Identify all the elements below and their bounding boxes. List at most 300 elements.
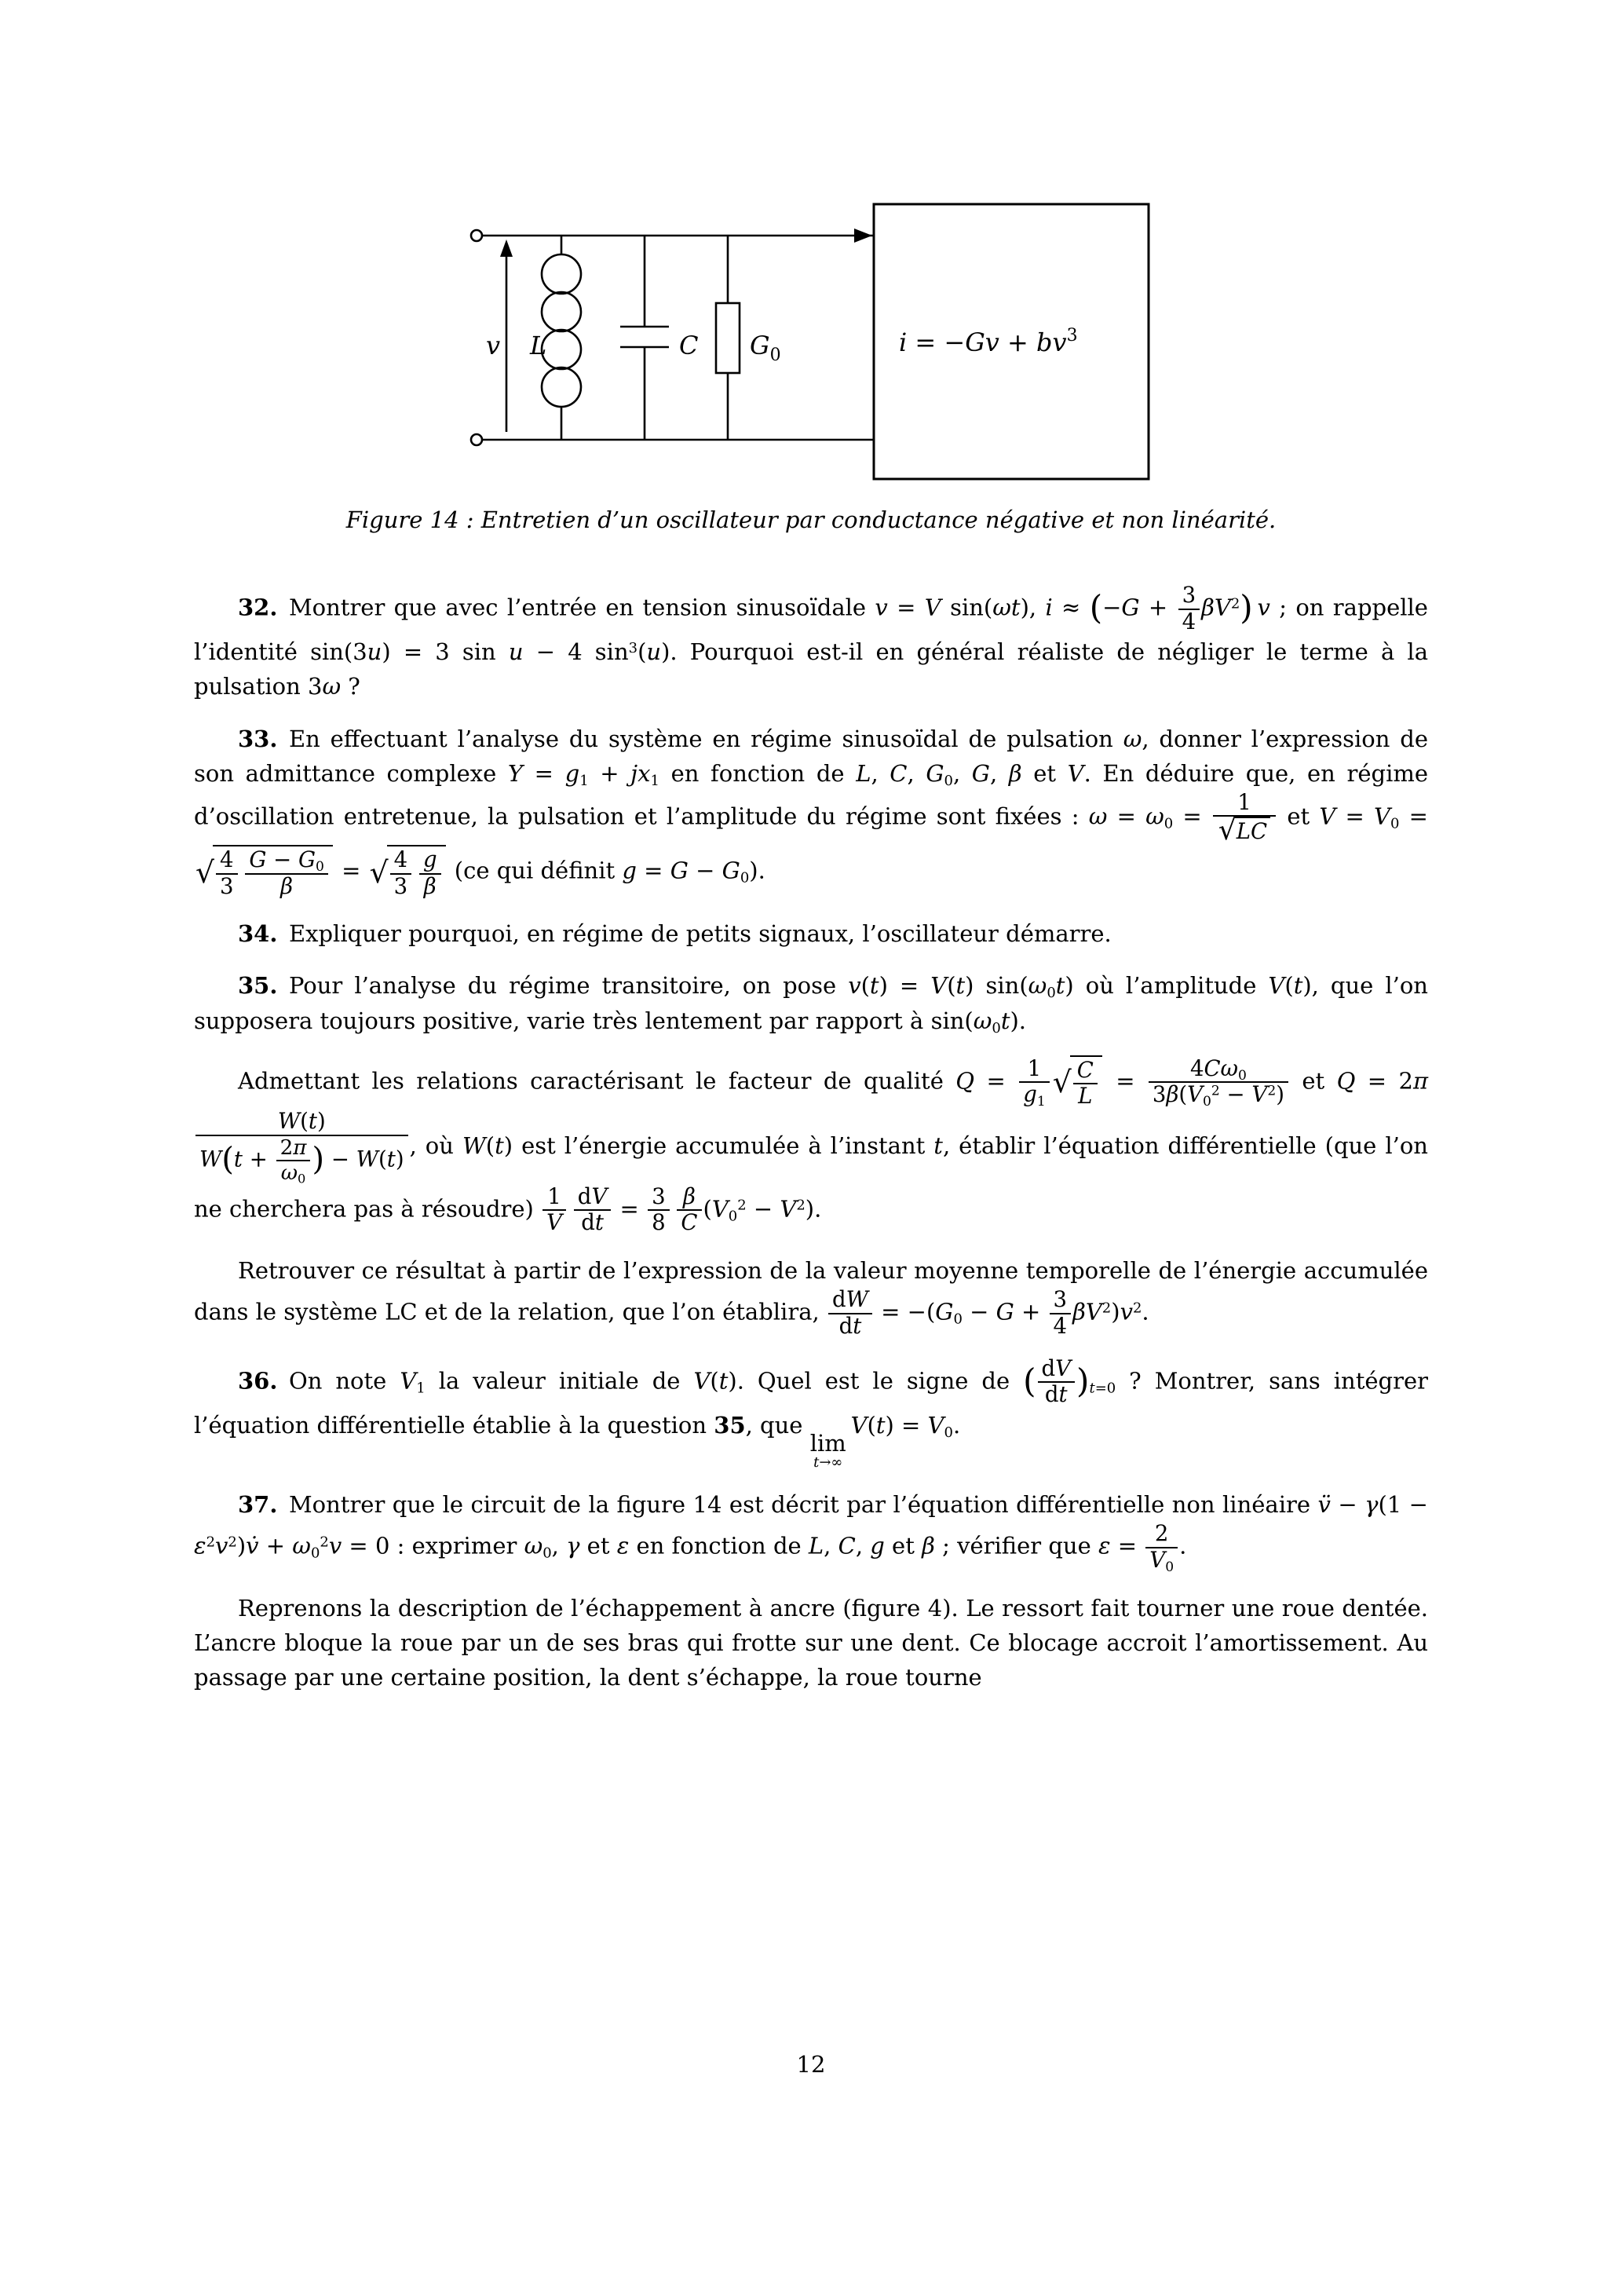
text-run (216, 848, 238, 873)
text-run: 34. (238, 920, 278, 948)
text-run: v (328, 1533, 342, 1560)
text-run: ( (485, 1132, 495, 1159)
document-body (194, 583, 1428, 1695)
text-run: t (718, 1367, 729, 1395)
text-run: W (846, 1287, 868, 1313)
text-run: ω (1028, 972, 1047, 1000)
text-run: ≈ (1052, 594, 1090, 621)
text-run: g (422, 847, 437, 872)
text-run: 0 (1390, 815, 1400, 832)
text-run: V (1149, 1548, 1166, 1574)
text-run (1178, 583, 1200, 609)
text-run: LC (1236, 819, 1268, 845)
text-run: 2 (737, 1197, 747, 1214)
text-run (1019, 1057, 1050, 1108)
text-run (1213, 791, 1276, 816)
paragraph-q36 (194, 1357, 1428, 1471)
text-run: 0 (1165, 1559, 1174, 1575)
text-run (216, 873, 238, 900)
text-run (213, 845, 333, 899)
text-run (195, 1110, 408, 1135)
text-run (1178, 583, 1200, 634)
text-run: V (780, 1195, 797, 1223)
text-run: ), que l’on supposera toujours positive, varie très lentement par rapport à sin( (194, 972, 1428, 1034)
text-run: = (612, 1195, 647, 1223)
paragraph-q33 (194, 722, 1428, 900)
text-run: v (215, 1533, 228, 1560)
text-run: − (1330, 1491, 1365, 1519)
text-run: t (813, 1453, 820, 1471)
text-run: G (926, 759, 944, 787)
text-run: − 4 sin (523, 638, 629, 666)
text-run: 36. (238, 1367, 278, 1395)
text-run: ( (378, 1146, 387, 1172)
text-run: Cω (1204, 1055, 1239, 1081)
text-run: en fonction de (629, 1533, 809, 1560)
text-run: ω (280, 1161, 298, 1185)
text-run: ε (1098, 1533, 1111, 1560)
text-run: ( (1284, 972, 1294, 1000)
text-run: = (1110, 1533, 1145, 1560)
text-run: d (577, 1183, 592, 1209)
text-run: = (1399, 803, 1428, 830)
text-run: d (838, 1313, 853, 1339)
text-run: Montrer que le circuit de la figure 14 est décrit par l’équation différentielle non linéaire (277, 1491, 1318, 1519)
text-run (1089, 1380, 1116, 1396)
text-run: = (974, 1067, 1018, 1095)
text-run (419, 848, 441, 899)
current-arrowhead-icon (854, 229, 872, 243)
text-run: ω (1123, 725, 1142, 752)
text-run: = (1335, 803, 1375, 830)
text-run: G (971, 759, 990, 787)
text-run (276, 1136, 311, 1160)
text-run: Q (955, 1067, 975, 1095)
radical-icon: √ (1052, 1065, 1072, 1100)
text-run: 33. (238, 725, 278, 752)
capacitor (620, 236, 669, 440)
text-run (390, 848, 412, 873)
text-run: u (646, 638, 662, 666)
text-run (677, 1209, 701, 1236)
text-run: 35. (238, 972, 278, 1000)
text-run: V (1055, 1355, 1072, 1381)
text-run: 0 (1238, 1067, 1247, 1084)
text-run: = (1173, 803, 1211, 830)
text-run (1149, 1057, 1288, 1108)
text-run (1038, 1357, 1076, 1382)
paragraph-retrouver (194, 1253, 1428, 1339)
text-run: ω (1088, 803, 1108, 830)
text-run: 0 (953, 1311, 963, 1328)
text-run: 1 (1027, 1055, 1042, 1081)
text-run: π (1412, 1067, 1428, 1095)
text-run: 2 (796, 1197, 806, 1214)
text-run: Q (1336, 1067, 1356, 1095)
text-run (813, 1453, 843, 1471)
text-run: 35 (714, 1411, 746, 1439)
text-run: la valeur initiale de (425, 1367, 694, 1395)
text-run: i (1045, 594, 1053, 621)
text-run: V (400, 1367, 417, 1395)
text-run (195, 845, 333, 899)
text-run: et (1277, 803, 1320, 830)
text-run: ). (1010, 1007, 1027, 1034)
text-run: 1 (1237, 789, 1251, 815)
text-run: ) (1276, 1082, 1284, 1108)
text-run: ) est l’énergie accumulée à l’instant (503, 1132, 934, 1159)
text-run: t (1293, 972, 1303, 1000)
text-run: lim (809, 1430, 846, 1457)
text-run: ε (194, 1533, 206, 1560)
text-run (419, 848, 441, 873)
text-run: en fonction de (659, 759, 857, 787)
text-run: 2 (228, 1534, 237, 1552)
paragraph-q37 (194, 1487, 1428, 1573)
text-run (1213, 815, 1276, 845)
text-run: Montrer que avec l’entrée en tension sinusoïdale (277, 594, 875, 621)
text-run (568, 1195, 572, 1222)
text-run: β (423, 873, 437, 899)
text-run: t (853, 1313, 862, 1339)
text-run: = −( (873, 1298, 936, 1325)
text-run: ω (1145, 803, 1164, 830)
text-run (1145, 1522, 1178, 1547)
text-run: v (848, 972, 861, 1000)
text-run: 0 (542, 1545, 552, 1563)
text-run: G (1121, 594, 1140, 621)
text-run: 4 (220, 847, 234, 872)
text-run: V (1187, 1082, 1204, 1108)
text-run: ) (1111, 1298, 1120, 1325)
text-run (574, 1185, 612, 1210)
text-run (245, 848, 328, 899)
text-run: β (682, 1183, 696, 1209)
text-run (1235, 817, 1270, 845)
text-run: 2 (1132, 1300, 1142, 1317)
text-run: et (1021, 759, 1068, 787)
text-run: , où (409, 1132, 462, 1159)
text-run: d (581, 1210, 595, 1236)
text-run: Retrouver ce résultat à partir de l’expression de la valeur moyenne temporelle de l’énergie accumulée dans le système LC et de la relation, que l’on établira, (194, 1257, 1428, 1325)
text-run: 3 (652, 1183, 666, 1209)
text-run: =0 (1094, 1380, 1116, 1397)
text-run (1050, 1288, 1072, 1313)
text-run: 1 (579, 772, 589, 789)
label-v: v (486, 331, 501, 360)
text-run: ω (524, 1533, 543, 1560)
text-run: Reprenons la description de l’échappement à ancre (figure 4). Le ressort fait tourner une roue dentée. L’ancre bloque la roue par un de ses bras qui frotte sur une dent. Ce blocage accroit l’amortissement. Au passage par une certaine position, la dent s’échappe, la roue tourne (194, 1594, 1428, 1691)
text-run: − (266, 847, 298, 872)
text-run: V (591, 1183, 608, 1209)
text-run (419, 873, 441, 900)
text-run: , (824, 1533, 838, 1560)
text-run (276, 1136, 311, 1185)
text-run: . (952, 1411, 961, 1439)
text-run: et (1289, 1067, 1337, 1095)
text-run: 0 (728, 1208, 738, 1225)
text-run (370, 845, 446, 899)
paragraph-q32 (194, 583, 1428, 704)
text-run (810, 1431, 846, 1455)
text-run: ( (710, 1367, 719, 1395)
text-run: 0 (1164, 815, 1174, 832)
text-run: ). Quel est le signe de (728, 1367, 1024, 1395)
text-run: 32. (238, 594, 278, 621)
text-run (677, 1185, 701, 1236)
text-run: V (1067, 759, 1084, 787)
text-run: 1 (416, 1380, 426, 1397)
text-run: V (850, 1411, 868, 1439)
text-run: v (1120, 1298, 1133, 1325)
text-run: 3 (393, 873, 408, 899)
inductor-coil (542, 236, 581, 440)
text-run (245, 848, 328, 873)
text-run: ( (1178, 1082, 1188, 1108)
text-run: v (875, 594, 888, 621)
text-run: β (1166, 1082, 1179, 1108)
radical-icon: √ (369, 854, 389, 890)
text-run (1145, 1547, 1178, 1574)
text-run (1050, 1288, 1072, 1339)
text-run: 2 (1101, 1300, 1112, 1317)
text-run: G (670, 857, 689, 884)
text-run (828, 1313, 872, 1340)
text-run (1073, 1058, 1098, 1084)
text-run: v (1257, 594, 1270, 621)
text-run (828, 1288, 872, 1313)
text-run: , (989, 759, 1009, 787)
text-run: , (871, 759, 890, 787)
text-run: ) (236, 1533, 247, 1560)
text-run: β (280, 873, 294, 899)
text-run: L (1078, 1084, 1093, 1110)
text-run (1178, 609, 1200, 635)
text-run: Pour l’analyse du régime transitoire, on pose (277, 972, 849, 1000)
text-run: C (890, 759, 908, 787)
text-run: W (277, 1108, 301, 1134)
text-run: d (1041, 1355, 1056, 1381)
text-run: ( (1023, 1361, 1036, 1400)
text-run: , (952, 759, 972, 787)
text-run (216, 848, 238, 899)
text-run: u (508, 638, 524, 666)
text-run: g (622, 857, 637, 884)
text-run: V (711, 1195, 729, 1223)
text-run: ( (637, 638, 647, 666)
text-run: u (367, 638, 382, 666)
text-run: 0 (315, 858, 324, 875)
text-run: ωt (992, 594, 1021, 621)
text-run: L (856, 759, 871, 787)
text-run: 0 (944, 772, 953, 789)
text-run: V (1251, 1082, 1268, 1108)
text-run: = (523, 759, 565, 787)
text-run: 3 (1053, 1287, 1068, 1313)
label-C: C (679, 331, 699, 360)
text-run: βV (1072, 1298, 1102, 1325)
text-run: G (298, 847, 316, 872)
radical-icon: √ (195, 854, 215, 890)
text-run: = 2 (1355, 1067, 1413, 1095)
text-run: 1 (1036, 1094, 1046, 1110)
text-run: β (1008, 759, 1022, 787)
text-run: 0 (1203, 1094, 1211, 1110)
text-run: V (924, 594, 941, 621)
text-run: = (334, 857, 368, 884)
text-run: V (1374, 803, 1390, 830)
text-run: V (546, 1210, 562, 1236)
text-run: 1 (650, 772, 659, 789)
text-run: ? (341, 673, 360, 700)
text-run: 2 (320, 1534, 329, 1552)
text-run: t (1058, 1382, 1068, 1408)
text-run: ) où l’amplitude (1065, 972, 1269, 1000)
text-run: V (1319, 803, 1336, 830)
text-run: γ (566, 1533, 580, 1560)
text-run (195, 1110, 408, 1185)
text-run: G (935, 1298, 954, 1325)
text-run (195, 1135, 408, 1185)
text-run: ) = (885, 1411, 928, 1439)
text-run: t (869, 972, 879, 1000)
figure-caption (0, 506, 1622, 533)
text-run: V (693, 1367, 711, 1395)
text-run: ), (1020, 594, 1046, 621)
text-run: et (884, 1533, 922, 1560)
text-run: − (324, 1146, 356, 1172)
text-run (1213, 791, 1276, 845)
text-run: W (199, 1146, 222, 1172)
text-run (245, 873, 328, 900)
text-run (648, 1185, 670, 1236)
text-run: − (962, 1298, 996, 1325)
text-run: ; vérifier que (934, 1533, 1098, 1560)
text-run: ω (973, 1007, 992, 1034)
text-run: t (1089, 1380, 1095, 1397)
text-run: 2 (206, 1534, 215, 1552)
text-run (1073, 1058, 1098, 1110)
text-run: C (681, 1210, 698, 1236)
text-run (239, 859, 244, 886)
text-run: ; on rappelle l’identité sin(3 (194, 594, 1428, 666)
text-run: t (386, 1146, 396, 1172)
text-run: + (1139, 594, 1177, 621)
text-run: , donner l’expression de son admittance complexe (194, 725, 1428, 787)
text-run: 2 (1230, 595, 1240, 612)
text-run (810, 1431, 846, 1470)
text-run: 3 (220, 873, 234, 899)
text-run: 4 (1053, 1313, 1068, 1339)
text-run: ) = (879, 972, 931, 1000)
text-run: 3 (1152, 1082, 1167, 1108)
text-run: Admettant les relations caractérisant le facteur de qualité (238, 1067, 956, 1095)
text-run: On note (277, 1367, 400, 1395)
text-run: g (870, 1533, 885, 1560)
text-run: Figure 14 : Entretien d’un oscillateur par conductance négative et non linéarité. (345, 506, 1277, 533)
text-run (542, 1185, 566, 1236)
text-run: − (688, 857, 722, 884)
text-run: G (249, 847, 267, 872)
text-run: ) (395, 1146, 404, 1172)
text-run: 2 (1154, 1521, 1169, 1547)
figure-14 (0, 0, 1622, 533)
text-run: 0 (944, 1424, 953, 1441)
text-run: ω (292, 1533, 311, 1560)
text-run: g (564, 759, 580, 787)
text-run: , que (745, 1411, 810, 1439)
text-run: t (875, 1411, 886, 1439)
text-run (1019, 1057, 1050, 1082)
text-run: β (922, 1533, 935, 1560)
paragraph-q34 (194, 916, 1428, 951)
text-run (413, 859, 418, 886)
text-run: 3 (628, 640, 638, 657)
text-run: − (1219, 1082, 1252, 1108)
text-run: t (1055, 972, 1065, 1000)
text-run: . En déduire que, en régime d’oscillation entretenue, la pulsation et l’amplitude du régime sont fixées : (194, 759, 1429, 830)
text-run: V (930, 972, 948, 1000)
text-run: ) (312, 1141, 325, 1178)
text-run: 0 (298, 1171, 306, 1186)
text-run: (1 − (1378, 1491, 1428, 1519)
text-run: C (1076, 1057, 1094, 1083)
text-run (648, 1209, 670, 1236)
text-run: t (594, 1210, 604, 1236)
text-run: ( (300, 1108, 309, 1134)
page-number: 12 (796, 2051, 826, 2078)
text-run: ? Montrer, sans intégrer l’équation différentielle établie à la question (194, 1367, 1429, 1439)
text-run: d (1044, 1382, 1059, 1408)
text-run: ( (947, 972, 956, 1000)
text-run: 0 (740, 869, 750, 887)
text-run: , établir l’équation différentielle (que l’on ne cherchera pas à résoudre) (194, 1132, 1428, 1223)
text-run: →∞ (819, 1453, 843, 1471)
text-run: sin( (941, 594, 993, 621)
text-run (1053, 1055, 1102, 1110)
voltage-arrowhead-icon (500, 239, 513, 257)
text-run: ) (1076, 1361, 1090, 1400)
text-run: + (1014, 1298, 1048, 1325)
text-run: v̈ (1317, 1491, 1331, 1519)
text-run (677, 1185, 701, 1210)
text-run: g (1023, 1082, 1037, 1108)
text-run (828, 1288, 872, 1339)
text-run: ) (1240, 587, 1253, 627)
text-run: 0 (1047, 985, 1056, 1002)
text-run: 8 (652, 1210, 666, 1236)
text-run: ( (867, 1411, 876, 1439)
circuit-diagram (466, 200, 1156, 483)
text-run (1149, 1081, 1288, 1108)
text-run: t (308, 1108, 317, 1134)
text-run: t (933, 1132, 943, 1159)
text-run: − (1102, 594, 1122, 621)
text-run: 2 (279, 1135, 294, 1160)
paragraph-admettant (194, 1055, 1428, 1237)
text-run: ). (749, 857, 765, 884)
text-run: 4 (1182, 609, 1196, 634)
text-run: ( (703, 1195, 712, 1223)
paragraph-q35 (194, 968, 1428, 1037)
text-run: 0 (310, 1545, 320, 1563)
text-run (1050, 1313, 1072, 1340)
text-run (1218, 813, 1270, 846)
text-run: = (636, 857, 670, 884)
text-run: Expliquer pourquoi, en régime de petits signaux, l’oscillateur démarre. (277, 920, 1112, 948)
text-run: 4 (393, 847, 408, 872)
text-run: V (1268, 972, 1285, 1000)
